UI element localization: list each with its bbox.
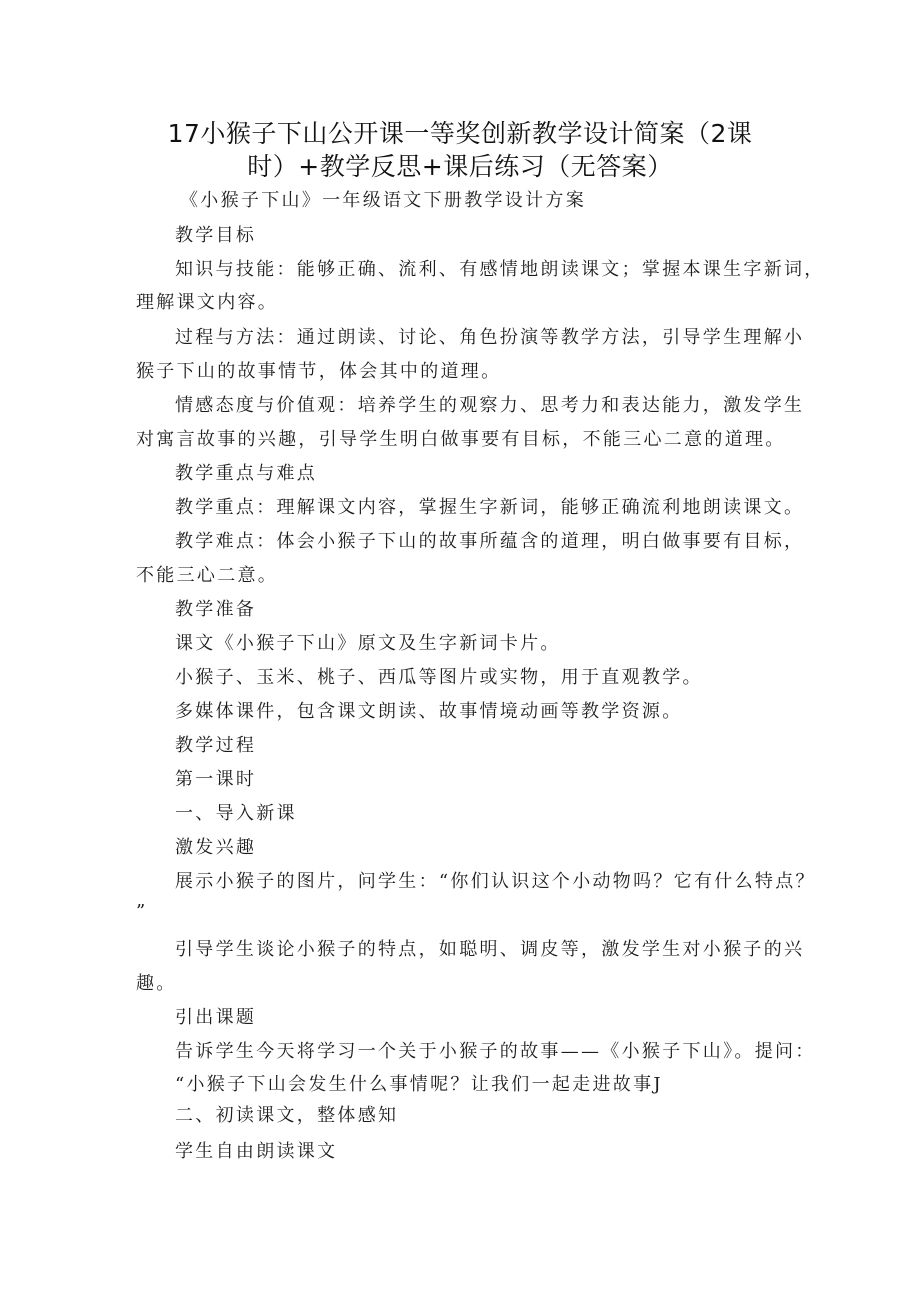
document-subtitle: 《小猴子下山》一年级语文下册教学设计方案: [180, 190, 586, 211]
paragraph-tell-cont: “小猴子下山会发生什么事情呢？让我们一起走进故事J: [175, 1074, 663, 1095]
heading-section-two: 二、初读课文，整体感知: [175, 1105, 399, 1126]
paragraph-difficulty: 教学难点：体会小猴子下山的故事所蕴含的道理，明白做事要有目标，: [175, 531, 805, 552]
paragraph-process: 过程与方法：通过朗读、讨论、角色扮演等教学方法，引导学生理解小: [175, 327, 805, 348]
paragraph-emotion: 情感态度与价值观：培养学生的观察力、思考力和表达能力，激发学生: [175, 395, 805, 416]
paragraph-guide: 引导学生谈论小猴子的特点，如聪明、调皮等，激发学生对小猴子的兴: [175, 939, 805, 960]
heading-stimulate-interest: 激发兴趣: [175, 837, 257, 858]
paragraph-process-cont: 猴子下山的故事情节，体会其中的道理。: [136, 361, 502, 382]
document-title-line-1: 17小猴子下山公开课一等奖创新教学设计简案（2课: [167, 119, 753, 148]
heading-section-one: 一、导入新课: [175, 803, 297, 824]
paragraph-knowledge: 知识与技能：能够正确、流利、有感情地朗读课文；掌握本课生字新词，: [175, 259, 825, 280]
paragraph-emotion-cont: 对寓言故事的兴趣，引导学生明白做事要有目标，不能三心二意的道理。: [136, 429, 786, 450]
paragraph-difficulty-cont: 不能三心二意。: [136, 565, 279, 586]
list-item-prep-3: 多媒体课件，包含课文朗读、故事情境动画等教学资源。: [175, 701, 683, 722]
heading-key-points: 教学重点与难点: [175, 463, 318, 484]
paragraph-tell: 告诉学生今天将学习一个关于小猴子的故事——《小猴子下山》。提问：: [175, 1041, 816, 1062]
paragraph-knowledge-cont: 理解课文内容。: [136, 292, 279, 313]
heading-teaching-process: 教学过程: [175, 735, 257, 756]
list-item-prep-1: 课文《小猴子下山》原文及生字新词卡片。: [175, 633, 561, 654]
paragraph-show-picture: 展示小猴子的图片，问学生：“你们认识这个小动物吗？它有什么特点？: [175, 871, 816, 892]
list-item-prep-2: 小猴子、玉米、桃子、西瓜等图片或实物，用于直观教学。: [175, 667, 703, 688]
document-title-line-2: 时）+教学反思+课后练习（无答案）: [247, 152, 673, 181]
paragraph-key-point: 教学重点：理解课文内容，掌握生字新词，能够正确流利地朗读课文。: [175, 497, 805, 518]
heading-introduce-topic: 引出课题: [175, 1007, 257, 1028]
heading-preparation: 教学准备: [175, 599, 257, 620]
paragraph-show-picture-cont: ”: [136, 901, 148, 922]
heading-lesson-one: 第一课时: [175, 769, 257, 790]
paragraph-guide-cont: 趣。: [136, 973, 177, 994]
heading-free-reading: 学生自由朗读课文: [175, 1141, 338, 1162]
heading-objectives: 教学目标: [175, 225, 257, 246]
